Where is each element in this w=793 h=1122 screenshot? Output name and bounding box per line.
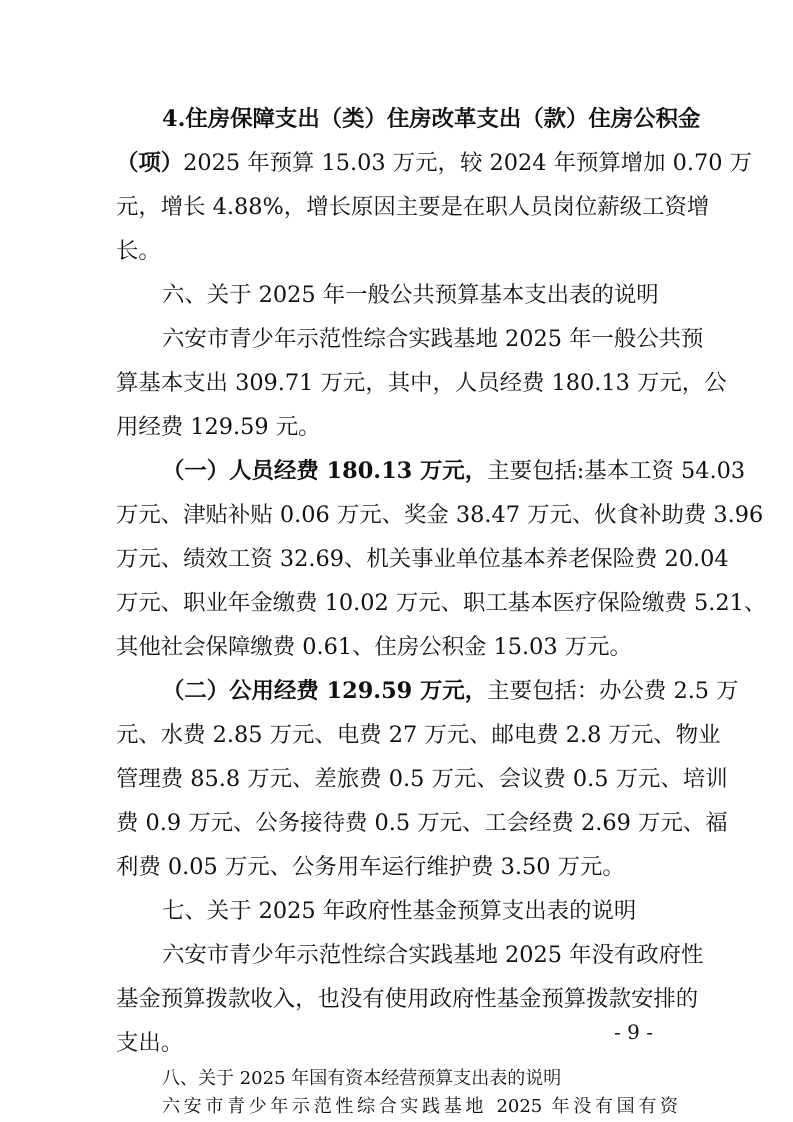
paragraph-line xyxy=(116,801,728,845)
paragraph-text: 算基本支出 309.71 万元，其中，人员经费 180.13 万元，公 xyxy=(116,370,727,396)
paragraph-line xyxy=(116,493,764,537)
paragraph-text: 元，增长 4.88%，增长原因主要是在职人员岗位薪级工资增 xyxy=(116,194,710,220)
item-4-title-line xyxy=(162,97,701,141)
item-4-title-text: 4.住房保障支出（类）住房改革支出（款）住房公积金 xyxy=(162,106,701,132)
paragraph-line xyxy=(116,141,752,185)
section-heading-8 xyxy=(162,1065,678,1093)
paragraph-text: 万元、绩效工资 32.69、机关事业单位基本养老保险费 20.04 xyxy=(116,546,729,572)
paragraph-line xyxy=(116,537,729,581)
section-heading-text: 六、关于 2025 年一般公共预算基本支出表的说明 xyxy=(162,282,659,308)
paragraph-line xyxy=(116,405,678,449)
paragraph-line xyxy=(162,1093,678,1121)
page-number: - 9 - xyxy=(614,1020,653,1044)
section-heading-text: 七、关于 2025 年政府性基金预算支出表的说明 xyxy=(162,898,637,924)
paragraph-line xyxy=(116,229,678,273)
personnel-expense-label: （一）人员经费 180.13 万元， xyxy=(162,458,488,484)
paragraph-text: 支出。 xyxy=(116,1030,184,1056)
paragraph-line xyxy=(116,757,728,801)
paragraph-line xyxy=(162,317,704,361)
paragraph-line xyxy=(116,977,699,1021)
paragraph-line xyxy=(116,361,727,405)
paragraph-text: 管理费 85.8 万元、差旅费 0.5 万元、会议费 0.5 万元、培训 xyxy=(116,766,728,792)
paragraph-line xyxy=(116,713,721,757)
personnel-expense-line xyxy=(162,449,746,493)
paragraph-text: 利费 0.05 万元、公务用车运行维护费 3.50 万元。 xyxy=(116,854,625,880)
public-expense-line xyxy=(162,669,739,713)
paragraph-text: 用经费 129.59 元。 xyxy=(116,414,321,440)
paragraph-text: 2025 年预算 15.03 万元，较 2024 年预算增加 0.70 万 xyxy=(183,150,752,176)
paragraph-line xyxy=(116,581,767,625)
paragraph-text: 万元、职业年金缴费 10.02 万元、职工基本医疗保险缴费 5.21、 xyxy=(116,590,767,616)
paragraph-text: 长。 xyxy=(116,238,161,264)
section-heading-6 xyxy=(162,273,678,317)
paragraph-text: 费 0.9 万元、公务接待费 0.5 万元、工会经费 2.69 万元、福 xyxy=(116,810,728,836)
paragraph-text: 主要包括：办公费 2.5 万 xyxy=(487,678,739,704)
paragraph-text: 元、水费 2.85 万元、电费 27 万元、邮电费 2.8 万元、物业 xyxy=(116,722,721,748)
paragraph-line xyxy=(162,933,704,977)
item-label: （项） xyxy=(116,150,184,176)
paragraph-text: 六安市青少年示范性综合实践基地 2025 年没有政府性 xyxy=(162,942,704,968)
paragraph-line xyxy=(116,1021,678,1065)
paragraph-text: 六安市青少年示范性综合实践基地 2025 年一般公共预 xyxy=(162,326,704,352)
paragraph-text: 六安市青少年示范性综合实践基地 2025 年没有国有资 xyxy=(162,1096,678,1117)
section-heading-text: 八、关于 2025 年国有资本经营预算支出表的说明 xyxy=(162,1068,562,1089)
public-expense-label: （二）公用经费 129.59 万元， xyxy=(162,678,488,704)
paragraph-line xyxy=(116,185,710,229)
section-heading-7 xyxy=(162,889,678,933)
paragraph-text: 万元、津贴补贴 0.06 万元、奖金 38.47 万元、伙食补助费 3.96 xyxy=(116,502,764,528)
paragraph-text: 基金预算拨款收入，也没有使用政府性基金预算拨款安排的 xyxy=(116,986,699,1012)
paragraph-text: 主要包括:基本工资 54.03 xyxy=(487,458,746,484)
paragraph-text: 其他社会保障缴费 0.61、住房公积金 15.03 万元。 xyxy=(116,634,632,660)
paragraph-line xyxy=(116,625,678,669)
paragraph-line xyxy=(116,845,678,889)
